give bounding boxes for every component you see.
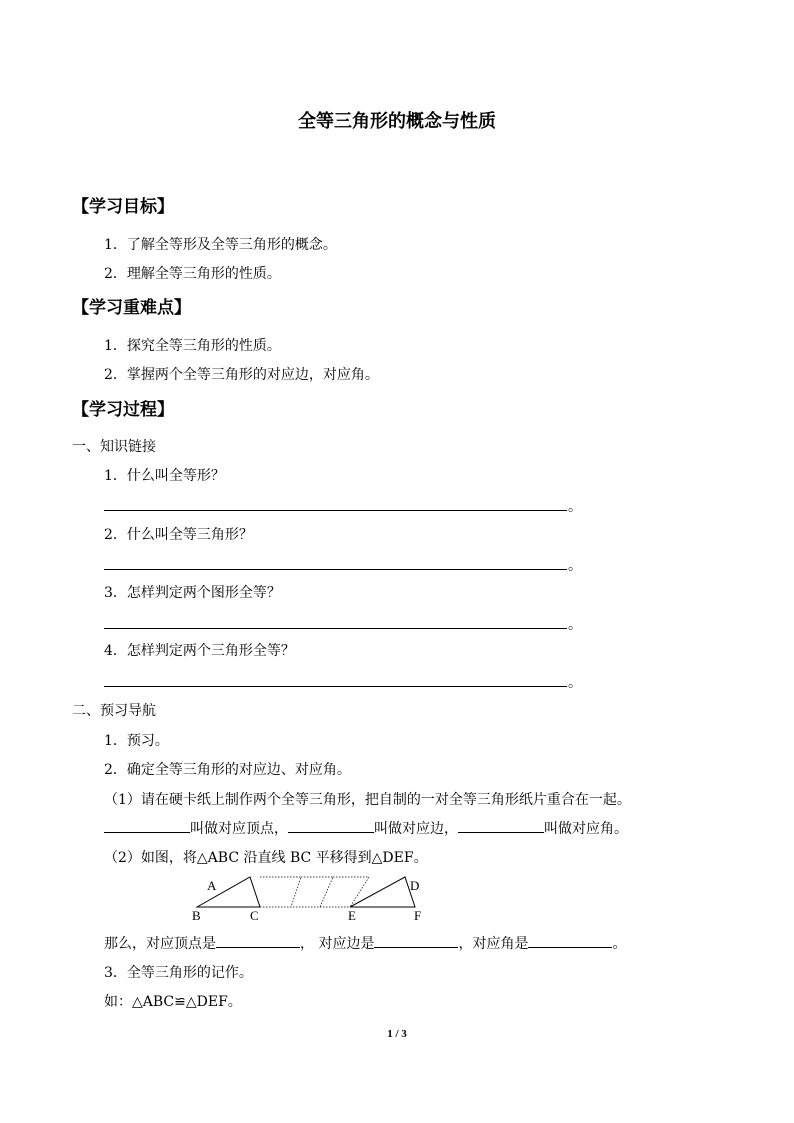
- end-mark-4: 。: [568, 675, 582, 691]
- part2-sub-2: （2）如图，将△ABC 沿直线 BC 平移得到△DEF。: [104, 850, 428, 866]
- label-b: B: [192, 908, 201, 923]
- section-heading-key-points: 【学习重难点】: [72, 298, 191, 318]
- part2-sub-1: （1）请在硬卡纸上制作两个全等三角形，把自制的一对全等三角形纸片重合在一起。: [104, 792, 631, 808]
- label-a: A: [207, 878, 217, 893]
- answer-line: [104, 933, 626, 953]
- page-title: 全等三角形的概念与性质: [298, 111, 496, 132]
- blank-corresponding-sides[interactable]: [374, 933, 458, 948]
- label-d: D: [410, 878, 420, 893]
- answer-line-4[interactable]: [104, 686, 567, 687]
- goal-item-1: 1．了解全等形及全等三角形的概念。: [104, 237, 337, 253]
- fill-label-sides: 叫做对应边，: [374, 821, 458, 837]
- answer-line-3[interactable]: [104, 628, 567, 629]
- question-4: 4．怎样判定两个三角形全等？: [104, 643, 295, 659]
- end-mark-1: 。: [568, 499, 582, 515]
- triangle-def: [350, 877, 415, 907]
- dotted-translation-path: [260, 877, 369, 907]
- answer-prefix: 那么，对应顶点是: [104, 936, 216, 952]
- key-point-item-2: 2．掌握两个全等三角形的对应边，对应角。: [104, 367, 379, 383]
- question-3: 3．怎样判定两个图形全等？: [104, 585, 281, 601]
- blank-angles[interactable]: [458, 818, 544, 833]
- label-c: C: [250, 908, 259, 923]
- end-mark-2: 。: [568, 558, 582, 574]
- answer-mid-1: ， 对应边是: [300, 936, 375, 952]
- answer-line-2[interactable]: [104, 569, 567, 570]
- page-number: 1 / 3: [387, 1028, 407, 1040]
- part2-heading: 二、预习导航: [72, 703, 156, 719]
- question-1: 1．什么叫全等形？: [104, 468, 225, 484]
- blank-corresponding-angles[interactable]: [528, 933, 612, 948]
- goal-item-2: 2．理解全等三角形的性质。: [104, 266, 281, 282]
- part2-example: 如：△ABC≌△DEF。: [104, 994, 242, 1010]
- label-f: F: [414, 908, 422, 923]
- blank-sides[interactable]: [288, 818, 374, 833]
- answer-end: 。: [612, 936, 627, 952]
- section-heading-process: 【学习过程】: [72, 400, 174, 420]
- section-heading-goals: 【学习目标】: [72, 197, 174, 217]
- part1-heading: 一、知识链接: [72, 439, 156, 455]
- fill-label-angles: 叫做对应角。: [544, 821, 628, 837]
- answer-mid-2: ，对应角是: [458, 936, 529, 952]
- key-point-item-1: 1．探究全等三角形的性质。: [104, 338, 281, 354]
- label-e: E: [348, 908, 356, 923]
- end-mark-3: 。: [568, 617, 582, 633]
- part2-item-1: 1．预习。: [104, 733, 169, 749]
- fill-in-line: [104, 818, 628, 838]
- answer-line-1[interactable]: [104, 510, 567, 511]
- question-2: 2．什么叫全等三角形？: [104, 527, 253, 543]
- fill-label-vertices: 叫做对应顶点，: [190, 821, 288, 837]
- part2-item-2: 2．确定全等三角形的对应边、对应角。: [104, 762, 351, 778]
- translation-figure: [185, 868, 430, 924]
- blank-corresponding-vertices[interactable]: [216, 933, 300, 948]
- part2-item-3: 3．全等三角形的记作。: [104, 965, 253, 981]
- blank-vertices[interactable]: [104, 818, 190, 833]
